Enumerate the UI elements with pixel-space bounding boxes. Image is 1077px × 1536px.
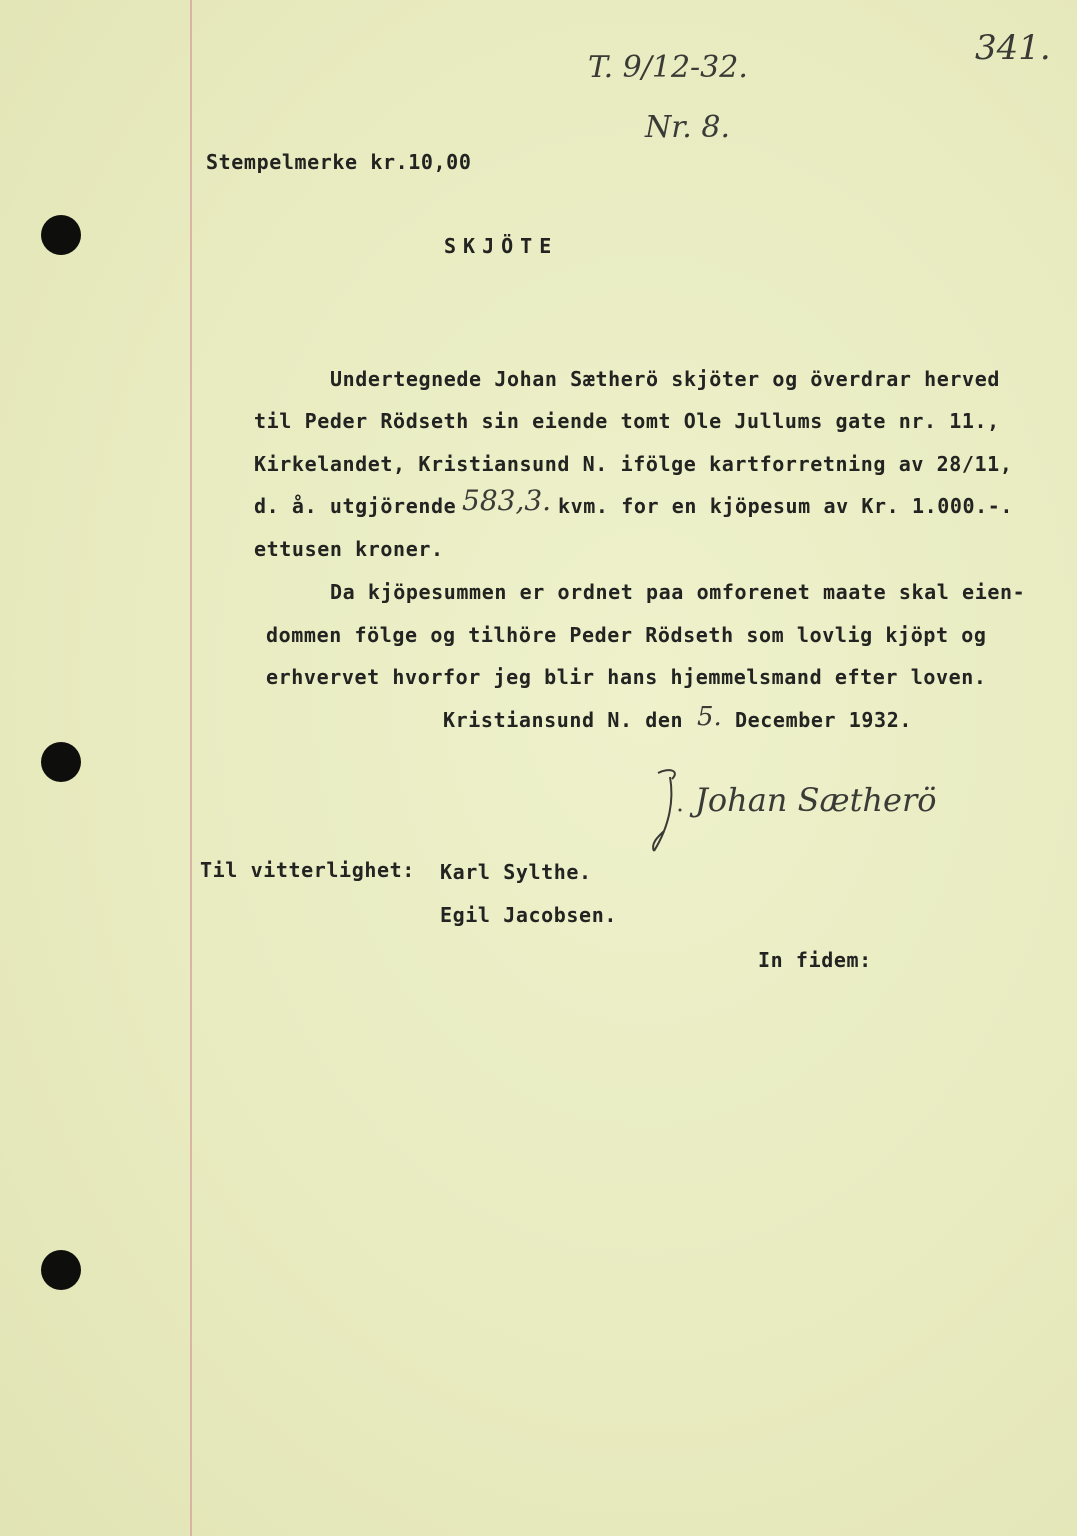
paragraph2-line3: erhvervet hvorfor jeg blir hans hjemmelsmand efter loven. (266, 665, 987, 689)
in-fidem: In fidem: (758, 948, 872, 972)
paragraph1-line1: Undertegnede Johan Sætherö skjöter og överdrar herved (330, 367, 1000, 391)
paragraph1-line2: til Peder Rödseth sin eiende tomt Ole Jullums gate nr. 11., (254, 409, 1000, 433)
witness-label: Til vitterlighet: (200, 858, 415, 882)
paragraph1-line3: Kirkelandet, Kristiansund N. ifölge kartforretning av 28/11, (254, 452, 1013, 476)
witness-2: Egil Jacobsen. (440, 903, 617, 927)
binder-hole-middle (41, 742, 81, 782)
entry-number: Nr. 8. (645, 110, 730, 145)
witness-1: Karl Sylthe. (440, 860, 592, 884)
document-title: SKJÖTE (444, 234, 559, 258)
signature (640, 765, 980, 869)
signature-text: Johan Sætherö (695, 781, 937, 819)
place-date-suffix: December 1932. (735, 708, 912, 732)
place-date-prefix: Kristiansund N. den (443, 708, 684, 732)
paragraph2-line2: dommen fölge og tilhöre Peder Rödseth som lovlig kjöpt og (266, 623, 987, 647)
paragraph2-line1: Da kjöpesummen er ordnet paa omforenet maate skal eien- (330, 580, 1026, 604)
page-number: 341. (975, 28, 1051, 68)
paragraph1-line4a: d. å. utgjörende (254, 494, 457, 518)
margin-rule (190, 0, 192, 1536)
paragraph1-line4b: kvm. for en kjöpesum av Kr. 1.000.-. (558, 494, 1014, 518)
paragraph1-line5: ettusen kroner. (254, 537, 444, 561)
registration-date: T. 9/12-32. (588, 50, 748, 85)
binder-hole-top (41, 215, 81, 255)
handwritten-area: 583,3. (462, 484, 552, 517)
place-date-day: 5. (697, 702, 722, 732)
stamp-line: Stempelmerke kr.10,00 (206, 150, 472, 174)
binder-hole-bottom (41, 1250, 81, 1290)
